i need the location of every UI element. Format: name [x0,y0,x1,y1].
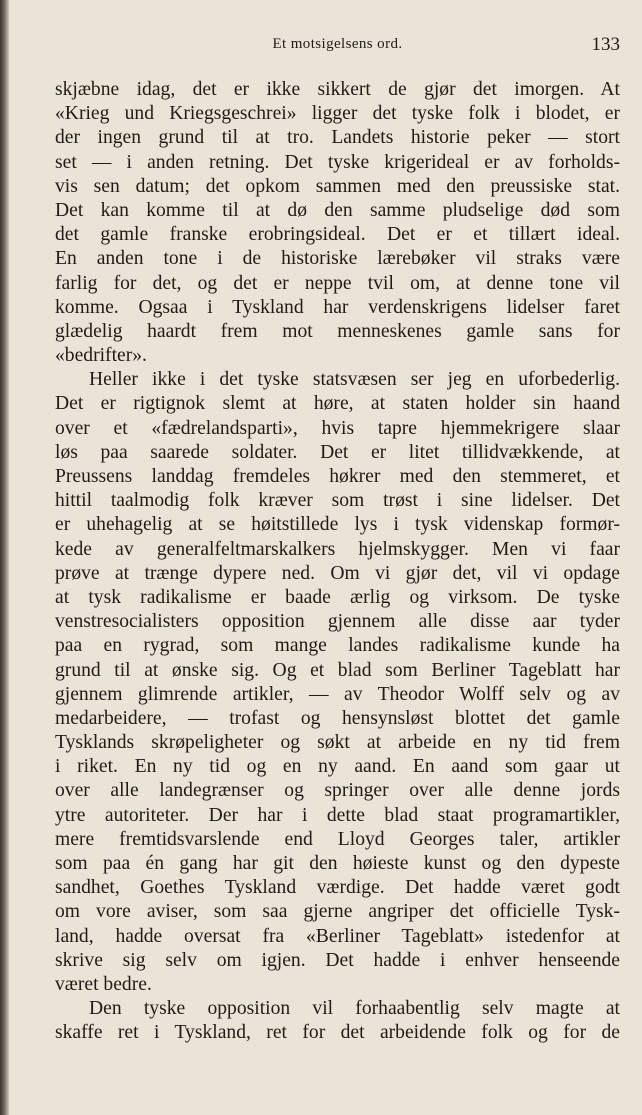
text-line: set — i anden retning. Det tyske krigerideal er av forholds- [55,151,620,173]
text-line: skaffe ret i Tyskland, ret for det arbeidende folk og for de [55,1022,620,1044]
text-line: Det kan komme til at dø den samme pludselige død som [55,199,620,221]
paragraph-first-line: Heller ikke i det tyske statsvæsen ser jeg en uforbederlig. [89,369,620,391]
running-title: Et motsigelsens ord. [272,36,403,52]
text-line: kede av generalfeltmarskalkers hjelmskygger. Men vi faar [55,538,620,560]
text-line: glædelig haardt frem mot menneskenes gamle sans for [55,320,620,342]
body-text [55,78,620,1046]
text-line: Preussens landdag fremdeles høkrer med den stemmeret, et [55,466,620,487]
text-line: vis sen datum; det opkom sammen med den preussiske stat. [55,175,620,197]
text-line: farlig for det, og det er neppe tvil om, at denne tone vil [55,272,620,294]
running-head [55,34,620,58]
text-line: «bedrifter». [55,345,147,367]
text-line: ytre autoriteter. Der har i dette blad staat programartikler, [55,804,620,826]
text-line: mere fremtidsvarslende end Lloyd Georges taler, artikler [55,828,620,850]
text-line: i riket. En ny tid og en ny aand. En aand som gaar ut [55,756,620,778]
text-line: været bedre. [55,973,152,995]
text-line: grund til at ønske sig. Og et blad som Berliner Tageblatt har [55,659,620,681]
text-line: der ingen grund til at tro. Landets historie peker — stort [55,127,620,149]
text-line: om vore aviser, som saa gjerne angriper det officielle Tysk- [55,901,620,923]
text-line: land, hadde oversat fra «Berliner Tageblatt» istedenfor at [55,925,620,947]
text-line: som paa én gang har git den høieste kunst og den dypeste [55,853,620,874]
text-line: er uhehagelig at se høitstillede lys i tysk videnskap formør- [55,514,620,536]
text-line: «Krieg und Kriegsgeschrei» ligger det tyske folk i blodet, er [55,103,620,125]
text-line: komme. Ogsaa i Tyskland har verdenskrigens lidelser faret [55,296,620,318]
text-line: det gamle franske erobringsideal. Det er et tillært ideal. [55,224,620,246]
text-line: skjæbne idag, det er ikke sikkert de gjør det imorgen. At [55,79,620,100]
text-line: løs paa saarede soldater. Det er litet tillidvækkende, at [55,441,620,463]
text-line: En anden tone i de historiske lærebøker vil straks være [55,248,620,270]
text-line: medarbeidere, — trofast og hensynsløst blottet det gamle [55,707,620,729]
text-line: at tysk radikalisme er baade ærlig og virksom. De tyske [55,586,620,608]
paragraph-first-line: Den tyske opposition vil forhaabentlig selv magte at [89,998,620,1020]
text-line: over et «fædrelandsparti», hvis tapre hjemmekrigere slaar [55,417,620,439]
text-line: Tysklands skrøpeligheter og søkt at arbeide en ny tid frem [55,732,620,754]
text-line: hittil taalmodig folk kræver som trøst i sine lidelser. Det [55,490,620,512]
text-line: over alle landegrænser og springer over alle denne jords [55,780,620,802]
text-line: skrive sig selv om igjen. Det hadde i enhver henseende [55,949,620,971]
page-number: 133 [591,34,620,55]
text-line: venstresocialisters opposition gjennem alle disse aar tyder [55,611,620,633]
text-line: Det er rigtignok slemt at høre, at staten holder sin haand [55,393,620,415]
text-line: prøve at trænge dypere ned. Om vi gjør det, vil vi opdage [55,562,620,584]
text-line: paa en rygrad, som mange landes radikalisme kunde ha [55,635,620,657]
text-line: gjennem glimrende artikler, — av Theodor Wolff selv og av [55,683,620,705]
text-line: sandhet, Goethes Tyskland værdige. Det hadde været godt [55,877,620,899]
